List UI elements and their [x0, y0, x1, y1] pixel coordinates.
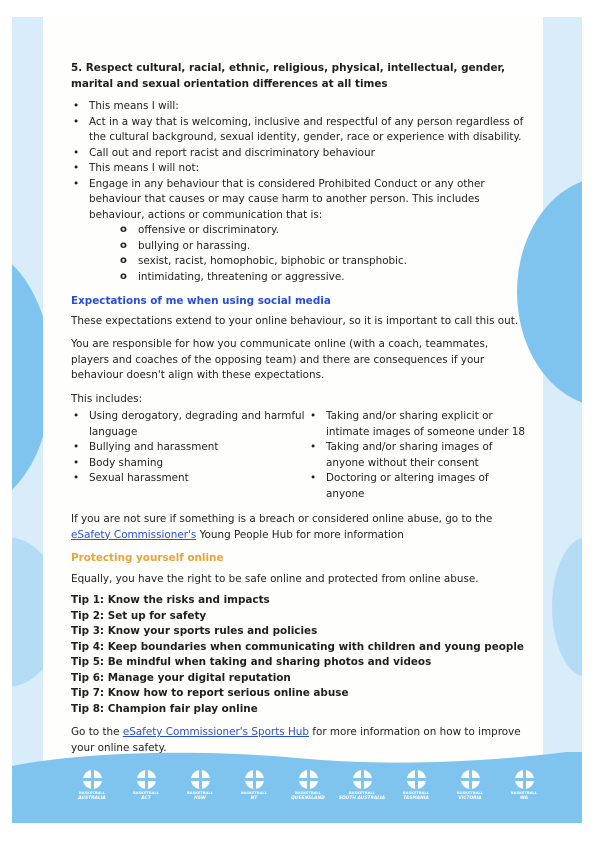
- goto-text: Go to the: [71, 726, 123, 738]
- member-logos: [65, 770, 551, 810]
- decorative-blob-right-light: [552, 537, 582, 677]
- tips-list: [71, 593, 526, 717]
- basketball-icon: [191, 770, 210, 789]
- section-5-bullets: [71, 99, 526, 285]
- sub-list-item: o sexist, racist, homophobic, biphobic or transphobic.: [89, 254, 526, 270]
- basketball-icon: [245, 770, 264, 789]
- social-media-para-2: You are responsible for how you communicate online (with a coach, teammates, players and coaches of the opposing team) and there are consequences if your behaviour doesn't align with these expectations.: [71, 338, 489, 381]
- sports-hub-link[interactable]: eSafety Commissioner's Sports Hub: [122, 726, 309, 738]
- breach-text-end: Young People Hub for more information: [196, 528, 404, 541]
- sub-list-item: o bullying or harassing.: [89, 239, 526, 255]
- tip-item: Tip 3: Know your sports rules and policies: [71, 625, 318, 637]
- list-item: [71, 177, 526, 286]
- list-item: • Taking and/or sharing explicit or intimate images of someone under 18: [308, 409, 526, 440]
- section-5-heading: 5. Respect cultural, racial, ethnic, religious, physical, intellectual, gender, marital and sexual orientation differences at all times: [71, 62, 506, 90]
- social-media-heading: Expectations of me when using social media: [71, 295, 331, 307]
- logo-basketball-nt: BASKETBALL NT: [227, 770, 281, 810]
- logo-basketball-tasmania: BASKETBALL TASMANIA: [389, 770, 443, 810]
- list-item: • Call out and report racist and discriminatory behaviour: [71, 146, 526, 162]
- list-item: • Body shaming: [71, 456, 308, 472]
- includes-label: This includes:: [71, 392, 143, 405]
- list-item: • This means I will:: [71, 99, 526, 115]
- logo-basketball-australia: BASKETBALL AUSTRALIA: [65, 770, 119, 810]
- goto-text-end: for more information on how to improve your online safety.: [71, 726, 521, 754]
- logo-basketball-nsw: BASKETBALL NSW: [173, 770, 227, 810]
- logo-basketball-queensland: BASKETBALL QUEENSLAND: [281, 770, 335, 810]
- list-item: • Using derogatory, degrading and harmful language: [71, 409, 308, 440]
- list-item: • Taking and/or sharing images of anyone without their consent: [308, 440, 526, 471]
- basketball-icon: [407, 770, 426, 789]
- basketball-icon: [299, 770, 318, 789]
- esafety-commissioner-link[interactable]: eSafety Commissioner's: [71, 528, 197, 541]
- logo-basketball-south-australia: BASKETBALL SOUTH AUSTRALIA: [335, 770, 389, 810]
- logo-basketball-wa: BASKETBALL WA: [497, 770, 551, 810]
- tip-item: Tip 8: Champion fair play online: [71, 702, 258, 715]
- list-item: • Bullying and harassment: [71, 440, 308, 456]
- protecting-para: Equally, you have the right to be safe online and protected from online abuse.: [71, 572, 479, 585]
- basketball-icon: [461, 770, 480, 789]
- document-content: [71, 60, 526, 756]
- list-item: • Act in a way that is welcoming, inclusive and respectful of any person regardless of the cultural background, sexual identity, gender, race or experience with disability.: [71, 115, 526, 146]
- list-item: • Sexual harassment: [71, 471, 308, 487]
- basketball-icon: [137, 770, 156, 789]
- tip-item: Tip 4: Keep boundaries when communicating with children and young people: [71, 640, 524, 653]
- sub-bullet-list: [89, 223, 526, 285]
- tip-item: Tip 2: Set up for safety: [71, 609, 207, 622]
- includes-columns: [71, 409, 526, 502]
- footer-banner: [12, 752, 582, 823]
- includes-column-1: [71, 409, 308, 502]
- list-item-text: Engage in any behaviour that is considered Prohibited Conduct or any other behaviour that causes or may cause harm to another person. This includes behaviour, actions or communication that is:: [89, 177, 485, 221]
- tip-item: Tip 6: Manage your digital reputation: [71, 671, 291, 684]
- basketball-icon: [515, 770, 534, 789]
- breach-paragraph: [71, 512, 526, 543]
- list-item: • Doctoring or altering images of anyone: [308, 471, 526, 502]
- sub-list-item: o offensive or discriminatory.: [89, 223, 526, 239]
- breach-text: If you are not sure if something is a breach or considered online abuse, go to the: [71, 513, 493, 525]
- logo-basketball-victoria: BASKETBALL VICTORIA: [443, 770, 497, 810]
- includes-column-2: [308, 409, 526, 502]
- tip-item: Tip 5: Be mindful when taking and sharing photos and videos: [71, 656, 432, 668]
- list-item: • This means I will not:: [71, 161, 526, 177]
- tip-item: Tip 1: Know the risks and impacts: [71, 594, 270, 606]
- logo-basketball-act: BASKETBALL ACT: [119, 770, 173, 810]
- social-media-para-1: These expectations extend to your online behaviour, so it is important to call this out.: [71, 314, 519, 327]
- sub-list-item: o intimidating, threatening or aggressive.: [89, 270, 526, 286]
- protecting-heading: Protecting yourself online: [71, 552, 224, 564]
- tip-item: Tip 7: Know how to report serious online abuse: [71, 687, 349, 699]
- basketball-icon: [83, 770, 102, 789]
- basketball-icon: [353, 770, 372, 789]
